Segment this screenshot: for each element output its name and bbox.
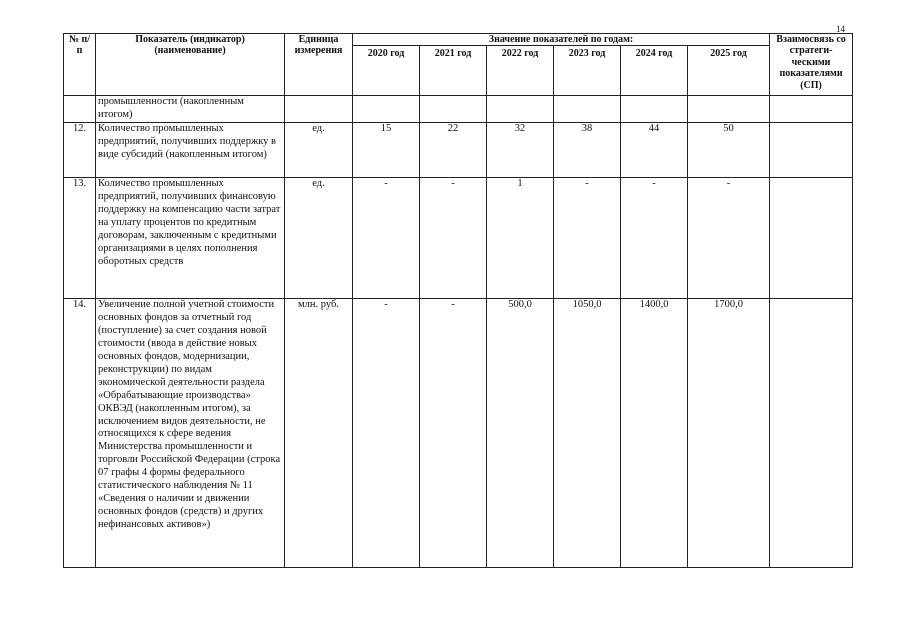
row-relation	[770, 123, 853, 178]
row-value-2025: 50	[688, 123, 770, 178]
header-year-2023: 2023 год	[554, 46, 621, 96]
row-relation	[770, 178, 853, 299]
row-unit: ед.	[285, 123, 353, 178]
row-value-2024: 44	[621, 123, 688, 178]
row-num: 12.	[64, 123, 96, 178]
table-row	[64, 96, 853, 123]
indicator-table	[63, 33, 853, 568]
table-row	[64, 299, 853, 568]
row-unit: млн. руб.	[285, 299, 353, 568]
row-value-2022: 500,0	[487, 299, 554, 568]
row-value-2020: 15	[353, 123, 420, 178]
row-value-2021: -	[420, 299, 487, 568]
row-value-2020: -	[353, 178, 420, 299]
row-unit	[285, 96, 353, 123]
row-relation	[770, 96, 853, 123]
row-value-2020: -	[353, 299, 420, 568]
row-name: Количество промышленных предприятий, получивших поддержку в виде субсидий (накопленным итогом)	[96, 123, 285, 178]
header-year-2020: 2020 год	[353, 46, 420, 96]
row-value-2022: 32	[487, 123, 554, 178]
row-value-2023: 1050,0	[554, 299, 621, 568]
row-value-2023: 38	[554, 123, 621, 178]
row-value-2022: 1	[487, 178, 554, 299]
header-relation: Взаимосвязь со стратеги-ческими показателями (СП)	[770, 34, 853, 96]
row-num	[64, 96, 96, 123]
indicator-table-container	[63, 33, 852, 568]
row-value-2021: 22	[420, 123, 487, 178]
row-relation	[770, 299, 853, 568]
header-year-2022: 2022 год	[487, 46, 554, 96]
page-number: 14	[836, 24, 845, 34]
header-year-2024: 2024 год	[621, 46, 688, 96]
header-year-2025: 2025 год	[688, 46, 770, 96]
row-value-2022	[487, 96, 554, 123]
header-num: № п/п	[64, 34, 96, 96]
row-name: Количество промышленных предприятий, получивших финансовую поддержку на компенсацию части затрат на уплату процентов по кредитным договорам, заключенным с кредитными организациями в целях пополнения оборотных средств	[96, 178, 285, 299]
row-unit: ед.	[285, 178, 353, 299]
row-name: Увеличение полной учетной стоимости основных фондов за отчетный год (поступление) за счет создания новой стоимости (ввода в действие новых основных фондов, модернизации, реконструкции) по видам экономической деятельности раздела «Обрабатывающие производства» ОКВЭД (накопленным итогом), за исключением видов деятельности, не относящихся к сфере ведения Министерства промышленности и торговли Российской Федерации (строка 07 графы 4 формы федерального статистического наблюдения № 11 «Сведения о наличии и движении основных фондов (средств) и других нефинансовых активов»)	[96, 299, 285, 568]
row-num: 13.	[64, 178, 96, 299]
row-value-2023	[554, 96, 621, 123]
row-value-2020	[353, 96, 420, 123]
row-value-2025: -	[688, 178, 770, 299]
row-num: 14.	[64, 299, 96, 568]
header-unit: Единица измерения	[285, 34, 353, 96]
header-row-1	[64, 34, 853, 46]
table-row	[64, 178, 853, 299]
row-name: промышленности (накопленным итогом)	[96, 96, 285, 123]
header-name: Показатель (индикатор) (наименование)	[96, 34, 285, 96]
row-value-2024: 1400,0	[621, 299, 688, 568]
row-value-2025	[688, 96, 770, 123]
row-value-2024	[621, 96, 688, 123]
row-value-2025: 1700,0	[688, 299, 770, 568]
row-value-2023: -	[554, 178, 621, 299]
table-row	[64, 123, 853, 178]
row-value-2024: -	[621, 178, 688, 299]
header-year-2021: 2021 год	[420, 46, 487, 96]
header-values-by-year: Значение показателей по годам:	[353, 34, 770, 46]
row-value-2021	[420, 96, 487, 123]
row-value-2021: -	[420, 178, 487, 299]
